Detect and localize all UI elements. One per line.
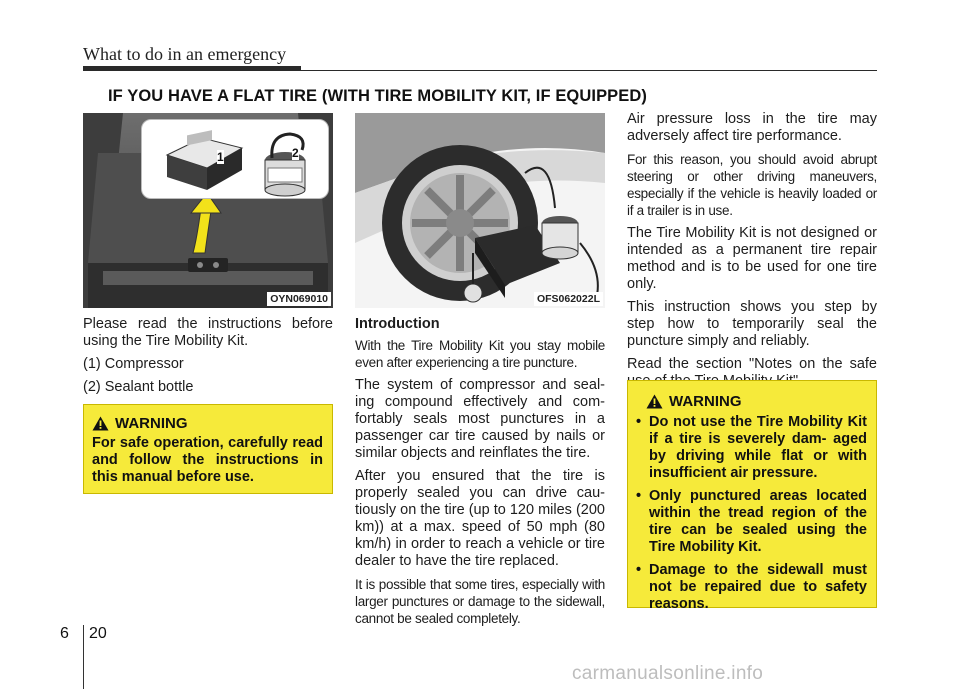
warning-header [92,415,323,432]
kit-inset [141,119,329,199]
left-column-text [83,316,333,402]
right-column-text [627,111,877,396]
middle-paragraph: The system of compressor and seal- ing compound effectively and com- fortably seals most punctures in a passenger car tire caused by nails or similar objects and reinflates the tire. [355,377,605,461]
warning-box-left [83,404,333,494]
compressor-photo [355,113,605,308]
warning-item: • Damage to the sidewall must not be repaired due to safety reasons. [636,562,867,613]
trunk-photo [83,113,333,308]
header-title: What to do in an emergency [83,44,287,64]
warning-item: • Do not use the Tire Mobility Kit if a tire is severely dam- aged by driving while flat or with insufficient air pressure. [636,414,867,482]
warning-box-right [627,380,877,612]
photo-caption-middle: OFS062022L [534,292,603,306]
warning-title: WARNING [669,393,742,410]
callout-1: 1 [217,150,224,164]
left-paragraph: (1) Compressor [83,356,184,372]
callout-2: 2 [292,146,299,160]
header-rule-thin [83,70,877,71]
chapter-number: 6 [60,625,69,642]
introduction-heading: Introduction [355,316,440,332]
warning-list [636,414,867,613]
middle-paragraph: It is possible that some tires, especially with larger punctures or damage to the sidewall, cannot be sealed completely. [355,577,605,626]
right-paragraph: This instruction shows you step by step how to temporarily seal the puncture simply and reliably. [627,299,877,349]
left-paragraph: Please read the instructions before using the Tire Mobility Kit. [83,316,333,349]
middle-paragraph: With the Tire Mobility Kit you stay mobile even after experiencing a tire puncture. [355,338,605,370]
warning-title: WARNING [115,415,188,432]
page-number: 20 [89,625,107,642]
warning-item: • Only punctured areas located within the tread region of the tire can be sealed using the Tire Mobility Kit. [636,488,867,556]
warning-body: For safe operation, carefully read and follow the instructions in this manual before use. [92,435,323,485]
footer-rule [83,625,84,689]
watermark: carmanualsonline.info [572,663,764,684]
right-paragraph: Air pressure loss in the tire may adversely affect tire performance. [627,111,877,144]
warning-header [636,393,867,410]
right-paragraph: Read the section "Notes on the safe [627,356,877,372]
left-paragraph: (2) Sealant bottle [83,379,194,395]
section-heading: IF YOU HAVE A FLAT TIRE (WITH TIRE MOBILITY KIT, IF EQUIPPED) [108,87,647,105]
right-paragraph: For this reason, you should avoid abrupt steering or other driving maneuvers, especially if the vehicle is heavily loaded or if a trailer is in use. [627,152,877,218]
warning-triangle-icon [92,416,109,431]
photo-caption-left: OYN069010 [267,292,331,306]
middle-column-text [355,316,605,633]
right-paragraph: The Tire Mobility Kit is not designed or intended as a permanent tire repair method and is to be used for one tire only. [627,225,877,292]
middle-paragraph: After you ensured that the tire is properly sealed you can drive cau- tiously on the tire (up to 120 miles (200 km)) at a max. speed of 50 mph (80 km/h) in order to reach a vehicle or tire dealer to have the tire replaced. [355,468,605,569]
warning-triangle-icon [646,394,663,409]
